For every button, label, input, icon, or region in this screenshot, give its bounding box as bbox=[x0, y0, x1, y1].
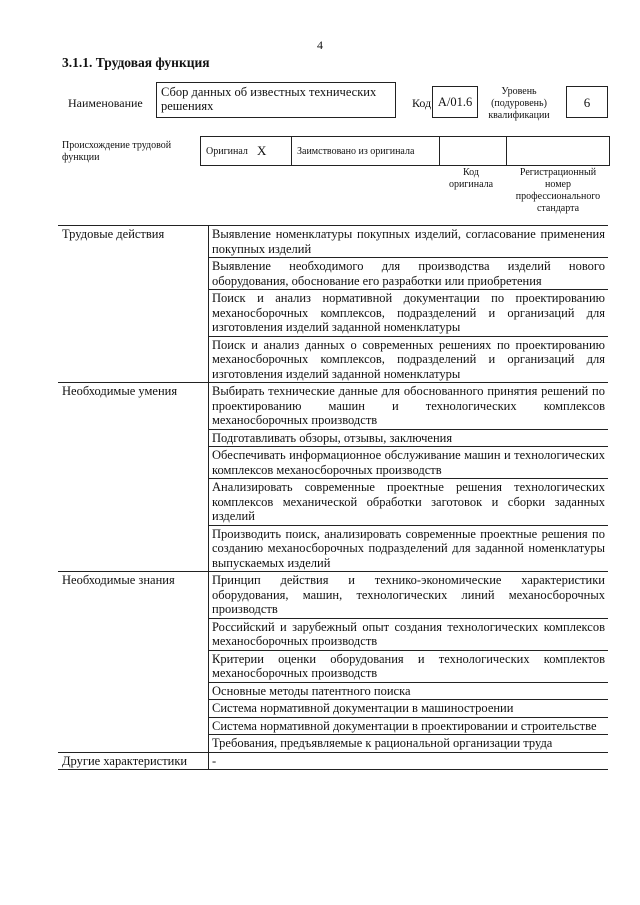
name-value-box bbox=[156, 82, 396, 118]
level-value-box bbox=[566, 86, 608, 118]
knowledge-item: Система нормативной документации в проектировании и строительстве bbox=[209, 717, 609, 735]
page-number: 4 bbox=[317, 38, 323, 52]
other-characteristics-label: Другие характеристики bbox=[58, 752, 209, 770]
reg-number-caption: Регистрационный номер профессионального стандарта bbox=[515, 167, 601, 214]
code-value: A/01.6 bbox=[437, 95, 473, 109]
code-value-box bbox=[432, 86, 478, 118]
labor-action-item: Выявление номенклатуры покупных изделий, согласование применения покупных изделий bbox=[209, 226, 609, 258]
table-row bbox=[58, 752, 608, 770]
table-row bbox=[58, 383, 608, 430]
skill-item: Выбирать технические данные для обоснованного принятия решений по проектированию машин и технологических комплексов механосборочных производств bbox=[209, 383, 609, 430]
other-characteristics-value: - bbox=[209, 752, 609, 770]
labor-action-item: Поиск и анализ данных о современных решениях по проектированию механосборочных комплексов, подразделений и организаций для изготовления изделий заданной номенклатуры bbox=[209, 336, 609, 383]
knowledge-item: Основные методы патентного поиска bbox=[209, 682, 609, 700]
name-value: Сбор данных об известных технических решениях bbox=[161, 85, 377, 113]
skill-item: Обеспечивать информационное обслуживание машин и технологических комплексов механосборочных производств bbox=[209, 447, 609, 479]
table-row bbox=[58, 572, 608, 619]
knowledge-item: Требования, предъявляемые к рациональной организации труда bbox=[209, 735, 609, 753]
origin-divider-2 bbox=[439, 137, 440, 165]
table-row bbox=[58, 226, 608, 258]
origin-row bbox=[200, 136, 610, 166]
labor-action-item: Поиск и анализ нормативной документации по проектированию механосборочных комплексов, подразделений и организаций для изготовления изделий заданной номенклатуры bbox=[209, 290, 609, 337]
knowledge-item: Принцип действия и технико-экономические характеристики оборудования, машин, технологических линий механосборочных производств bbox=[209, 572, 609, 619]
origin-divider-3 bbox=[506, 137, 507, 165]
origin-label: Происхождение трудовой функции bbox=[62, 140, 172, 163]
labor-function-table bbox=[58, 225, 608, 770]
level-label: Уровень (подуровень) квалификации bbox=[488, 86, 550, 121]
labor-action-item: Выявление необходимого для производства изделий нового оборудования, обоснование его разработки или приобретения bbox=[209, 258, 609, 290]
knowledge-item: Система нормативной документации в машиностроении bbox=[209, 700, 609, 718]
required-skills-label: Необходимые умения bbox=[58, 383, 209, 572]
skill-item: Подготавливать обзоры, отзывы, заключения bbox=[209, 429, 609, 447]
code-label: Код bbox=[412, 96, 432, 110]
required-knowledge-label: Необходимые знания bbox=[58, 572, 209, 753]
original-label: Оригинал bbox=[206, 146, 248, 157]
name-label: Наименование bbox=[68, 96, 143, 110]
knowledge-item: Критерии оценки оборудования и технологических комплектов механосборочных производств bbox=[209, 650, 609, 682]
level-value: 6 bbox=[583, 95, 591, 110]
original-mark: X bbox=[257, 143, 267, 158]
labor-actions-label: Трудовые действия bbox=[58, 226, 209, 383]
skill-item: Анализировать современные проектные решения технологических комплексов механической обработки заготовок и сборки заданных изделий bbox=[209, 479, 609, 526]
origin-divider-1 bbox=[291, 137, 292, 165]
skill-item: Производить поиск, анализировать современные проектные решения по созданию механосборочных подразделений для заданной номенклатуры выпускаемых изделий bbox=[209, 525, 609, 572]
code-original-caption: Код оригинала bbox=[448, 167, 494, 190]
section-title: 3.1.1. Трудовая функция bbox=[62, 55, 210, 70]
borrowed-label: Заимствовано из оригинала bbox=[297, 146, 415, 157]
knowledge-item: Российский и зарубежный опыт создания технологических комплексов механосборочных производств bbox=[209, 618, 609, 650]
